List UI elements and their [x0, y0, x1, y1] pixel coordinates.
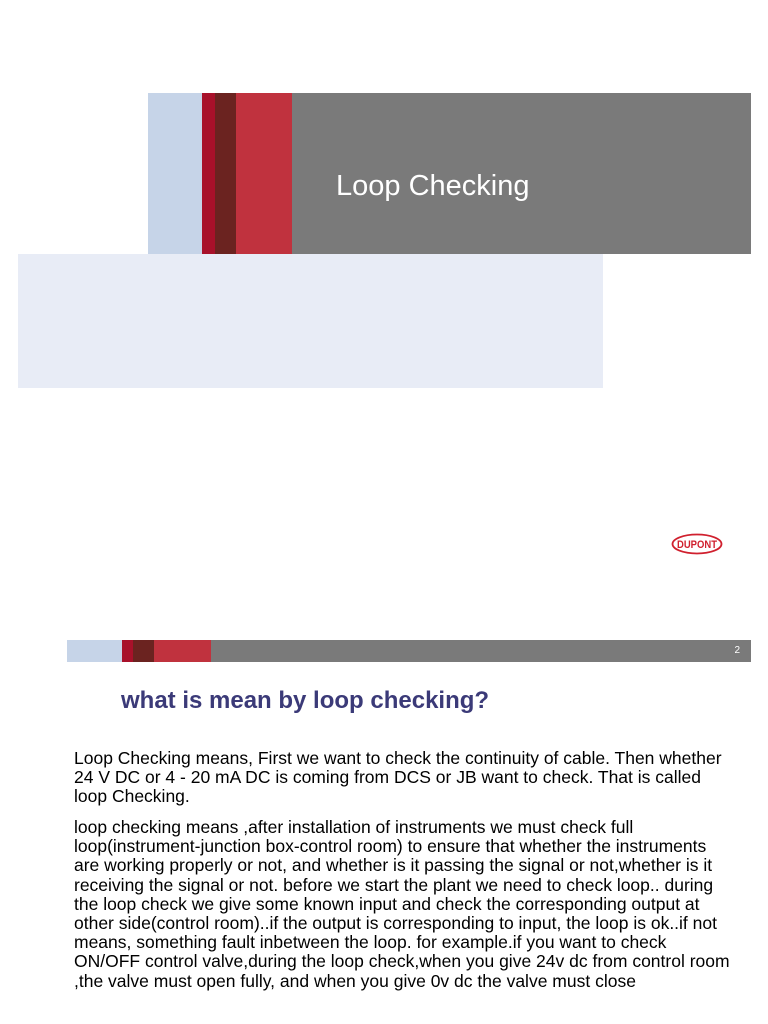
title-banner-lightblue-block — [148, 93, 202, 254]
header-strip-darkred-stripe — [122, 640, 133, 662]
dupont-logo-icon — [671, 533, 723, 555]
slide-title: Loop Checking — [336, 170, 530, 202]
title-banner-red-stripe — [236, 93, 292, 254]
header-strip-brown-stripe — [133, 640, 154, 662]
header-strip-lightblue-block — [67, 640, 122, 662]
header-strip-gray-bar — [211, 640, 751, 662]
body-paragraph: loop checking means ,after installation of instruments we must check full loop(instrument-junction box-control room) to ensure that whether the instruments are working properly or not, and whether is it passing the signal or not,whether is it receiving the signal or not. before we start the plant we need to check loop.. during the loop check we give some known input and check the corresponding output at other side(control room)..if the output is corresponding to input, the loop is ok..if not means, something fault inbetween the loop. for example.if you want to check ON/OFF control valve,during the loop check,when you give 24v dc from control room ,the valve must open fully, and when you give 0v dc the valve must close — [74, 817, 730, 991]
page-number: 2 — [734, 645, 740, 656]
subtitle-box — [18, 254, 603, 388]
header-strip-red-stripe — [154, 640, 211, 662]
title-banner-darkred-stripe — [202, 93, 215, 254]
body-paragraph: Loop Checking means, First we want to check the continuity of cable. Then whether 24 V DC or 4 - 20 mA DC is coming from DCS or JB want to check. That is called loop Checking. — [74, 748, 722, 807]
logo-text: DUPONT — [677, 538, 718, 551]
slide-heading: what is mean by loop checking? — [121, 687, 490, 714]
title-banner-brown-stripe — [215, 93, 236, 254]
